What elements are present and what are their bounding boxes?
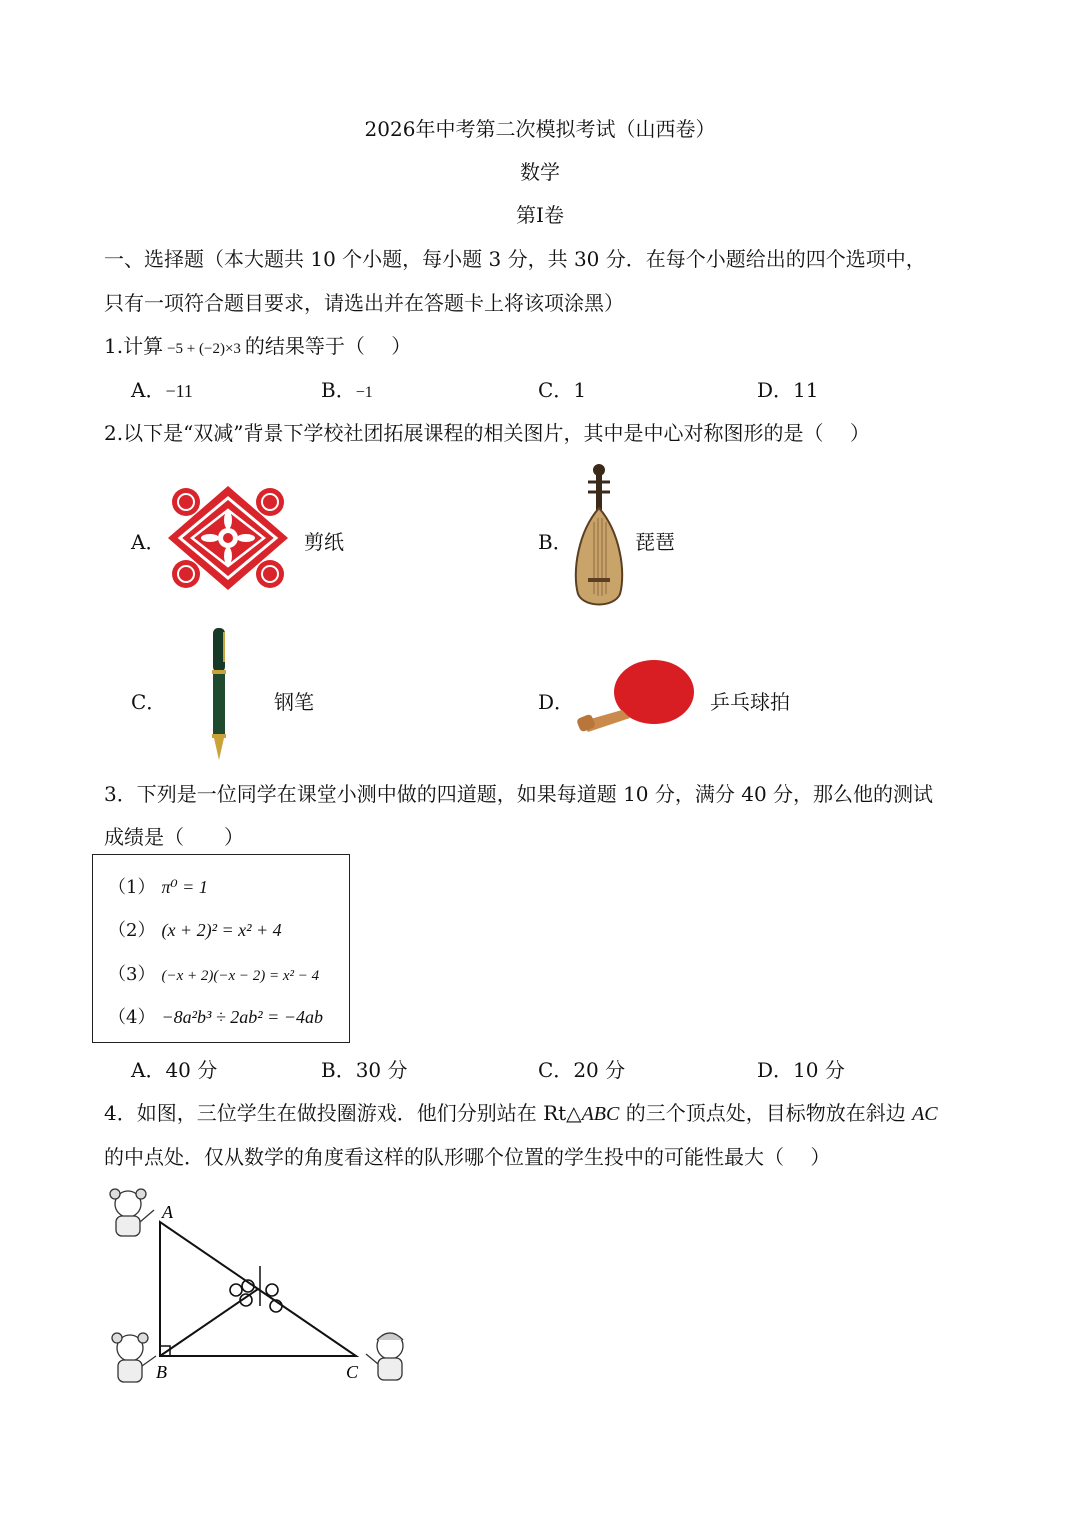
pipa-image — [570, 462, 626, 610]
triangle-figure — [100, 1186, 420, 1396]
q3-item-3: （3） (−x + 2)(−x − 2) = x² − 4 — [108, 964, 320, 985]
paper-cut-image — [166, 484, 290, 592]
q2-option-d-label[interactable]: D． — [538, 690, 575, 714]
q3-option-b[interactable]: B．30 分 — [321, 1058, 408, 1082]
q2-option-b-caption: 琵琶 — [635, 530, 675, 554]
pen-image — [204, 626, 234, 762]
student-c-icon — [366, 1333, 403, 1380]
q1-option-d[interactable]: D．11 — [757, 378, 819, 402]
section-heading-line2: 只有一项符合题目要求，请选出并在答题卡上将该项涂黑） — [104, 291, 624, 315]
question-4-stem-line2: 的中点处．仅从数学的角度看这样的队形哪个位置的学生投中的可能性最大（ ） — [104, 1145, 831, 1169]
q1-option-c[interactable]: C．1 — [538, 378, 587, 402]
student-a-icon — [110, 1189, 154, 1236]
vertex-label-a: A — [162, 1202, 173, 1222]
q3-item-2: （2） (x + 2)² = x² + 4 — [108, 920, 282, 941]
student-b-icon — [112, 1333, 156, 1382]
question-2-stem: 2.以下是“双减”背景下学校社团拓展课程的相关图片，其中是中心对称图形的是（ ） — [104, 421, 870, 445]
q1-option-a[interactable]: A．−11 — [131, 378, 193, 402]
q2-option-a-caption: 剪纸 — [304, 530, 344, 554]
question-3-stem-line2: 成绩是（ ） — [104, 825, 244, 849]
q1-prefix: 1.计算 — [104, 334, 164, 358]
q2-option-a-label[interactable]: A． — [131, 530, 166, 554]
subject-title: 数学 — [520, 160, 560, 184]
q2-option-c-label[interactable]: C． — [131, 690, 167, 714]
q3-option-d[interactable]: D．10 分 — [757, 1058, 845, 1082]
q3-item-4: （4） −8a²b³ ÷ 2ab² = −4ab — [108, 1007, 323, 1028]
question-3-stem-line1: 3．下列是一位同学在课堂小测中做的四道题，如果每道题 10 分，满分 40 分，那么他的测试 — [104, 782, 934, 806]
vertex-label-c: C — [346, 1362, 359, 1382]
question-1 — [104, 330, 411, 359]
question-4-stem-line1: 4．如图，三位学生在做投圈游戏．他们分别站在 Rt△ABC 的三个顶点处，目标物放在斜边 AC — [104, 1101, 938, 1125]
q3-option-a[interactable]: A．40 分 — [131, 1058, 218, 1082]
q3-option-c[interactable]: C．20 分 — [538, 1058, 626, 1082]
paddle-image — [576, 658, 698, 734]
section-heading-line1: 一、选择题（本大题共 10 个小题，每小题 3 分，共 30 分．在每个小题给出的四个选项中， — [104, 247, 926, 271]
volume-title: 第Ⅰ卷 — [516, 203, 564, 227]
q2-option-b-label[interactable]: B． — [538, 530, 573, 554]
q2-option-d-caption: 乒乓球拍 — [710, 690, 790, 714]
q1-option-b[interactable]: B．−1 — [321, 378, 373, 402]
q3-item-1: （1） π⁰ = 1 — [108, 877, 208, 898]
q1-suffix: 的结果等于（ ） — [244, 334, 412, 358]
q1-expression: −5 + (−2)×3 — [167, 341, 241, 357]
vertex-label-b: B — [156, 1362, 167, 1382]
exam-title: 2026年中考第二次模拟考试（山西卷） — [364, 117, 716, 141]
q2-option-c-caption: 钢笔 — [274, 690, 314, 714]
